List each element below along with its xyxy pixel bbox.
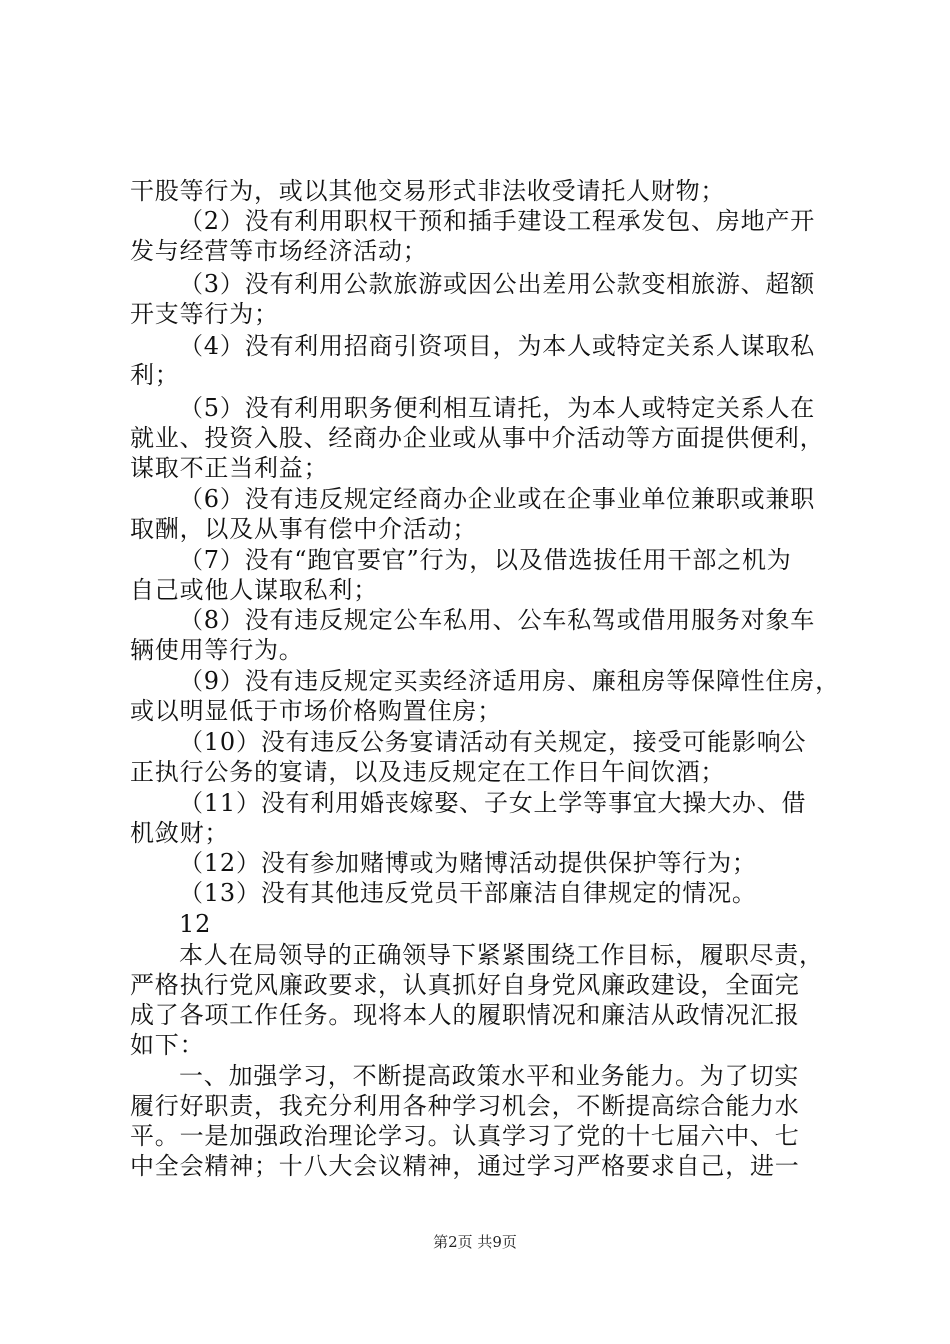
text-line: 12 [179, 910, 212, 938]
text-line: （9）没有违反规定买卖经济适用房、廉租房等保障性住房， [179, 667, 840, 695]
text-line: （6）没有违反规定经商办企业或在企事业单位兼职或兼职 [179, 485, 816, 513]
text-line: 自己或他人谋取私利； [130, 576, 378, 604]
text-line: 正执行公务的宴请，以及违反规定在工作日午间饮酒； [130, 758, 726, 786]
text-line: 利； [130, 361, 180, 389]
text-line: （11）没有利用婚丧嫁娶、子女上学等事宜大操大办、借 [179, 789, 807, 817]
text-line: （13）没有其他违反党员干部廉洁自律规定的情况。 [179, 879, 757, 907]
text-line: （3）没有利用公款旅游或因公出差用公款变相旅游、超额 [179, 270, 816, 298]
text-line: 如下： [130, 1031, 205, 1059]
text-line: 发与经营等市场经济活动； [130, 237, 428, 265]
text-line: 干股等行为，或以其他交易形式非法收受请托人财物； [130, 177, 726, 205]
text-line: （8）没有违反规定公车私用、公车私驾或借用服务对象车 [179, 606, 816, 634]
text-line: （4）没有利用招商引资项目，为本人或特定关系人谋取私 [179, 332, 816, 360]
text-line: （10）没有违反公务宴请活动有关规定，接受可能影响公 [179, 728, 807, 756]
text-line: 中全会精神；十八大会议精神，通过学习严格要求自己，进一 [130, 1152, 800, 1180]
text-line: 严格执行党风廉政要求，认真抓好自身党风廉政建设，全面完 [130, 971, 800, 999]
text-line: 开支等行为； [130, 300, 279, 328]
text-line: （7）没有“跑官要官”行为，以及借选拔任用干部之机为 [179, 546, 792, 574]
text-line: 本人在局领导的正确领导下紧紧围绕工作目标，履职尽责， [179, 941, 824, 969]
text-line: 就业、投资入股、经商办企业或从事中介活动等方面提供便利， [130, 424, 825, 452]
page-number-footer: 第2页 共9页 [433, 1233, 517, 1251]
text-line: （2）没有利用职权干预和插手建设工程承发包、房地产开 [179, 207, 816, 235]
text-line: 或以明显低于市场价格购置住房； [130, 697, 502, 725]
text-line: （12）没有参加赌博或为赌博活动提供保护等行为； [179, 849, 757, 877]
text-line: 机敛财； [130, 819, 230, 847]
text-line: 一、加强学习，不断提高政策水平和业务能力。为了切实 [179, 1062, 799, 1090]
text-line: 平。一是加强政治理论学习。认真学习了党的十七届六中、七 [130, 1122, 800, 1150]
text-line: （5）没有利用职务便利相互请托，为本人或特定关系人在 [179, 394, 816, 422]
text-line: 成了各项工作任务。现将本人的履职情况和廉洁从政情况汇报 [130, 1001, 800, 1029]
text-line: 辆使用等行为。 [130, 636, 304, 664]
text-line: 谋取不正当利益； [130, 454, 329, 482]
text-line: 履行好职责，我充分利用各种学习机会，不断提高综合能力水 [130, 1092, 800, 1120]
text-line: 取酬，以及从事有偿中介活动； [130, 515, 478, 543]
